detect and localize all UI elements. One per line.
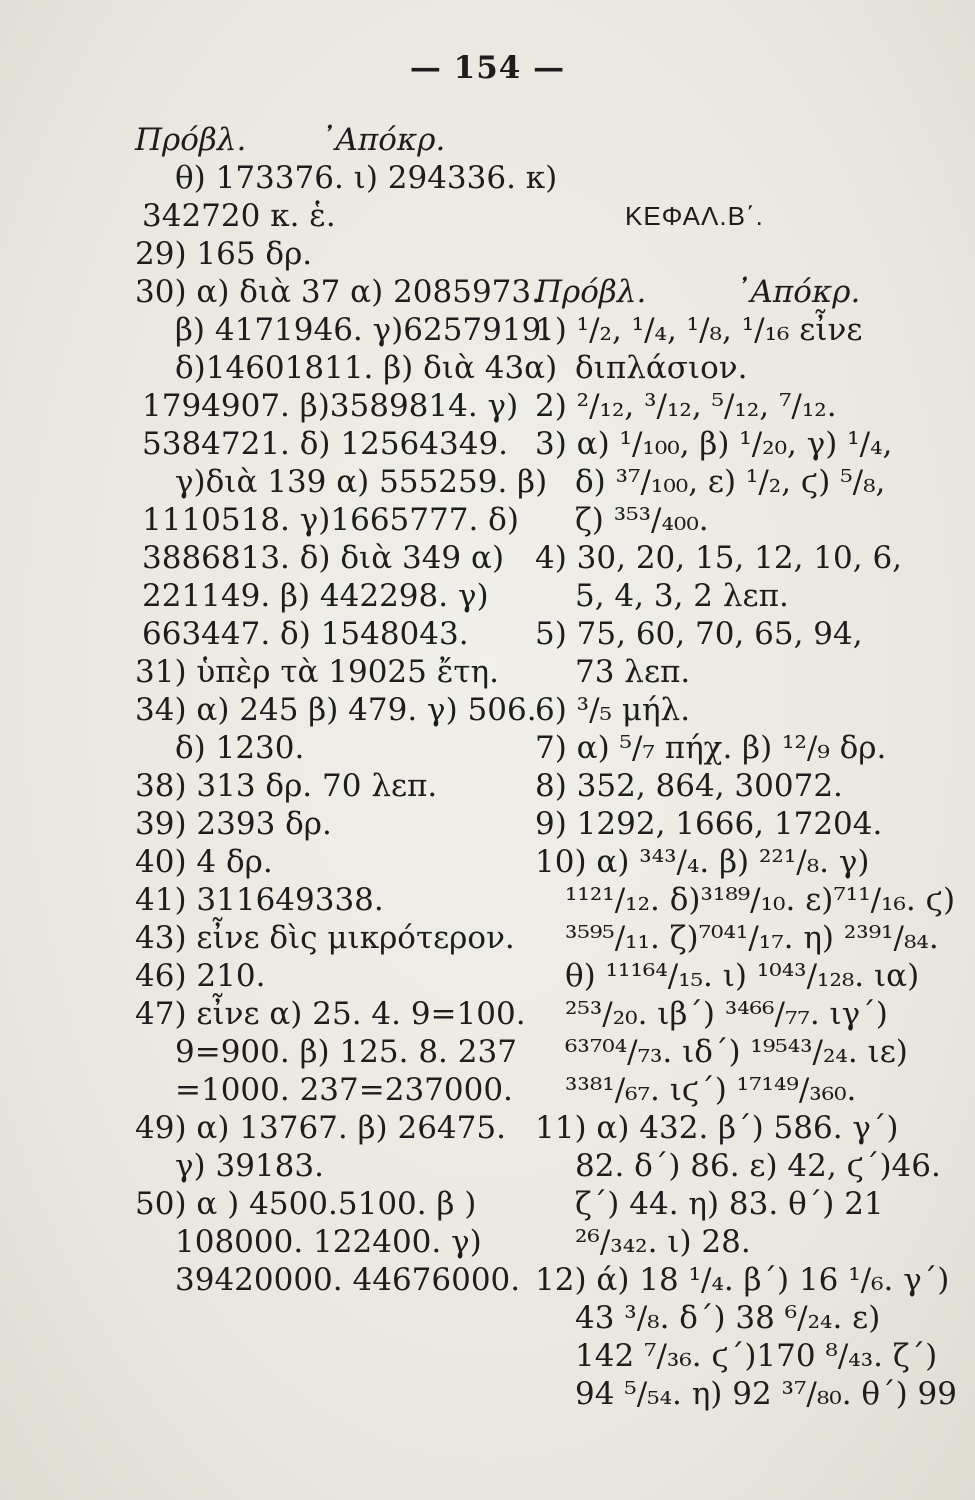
right-line: 142 ⁷/₃₆. ϛ΄)170 ⁸/₄₃. ζ΄) — [575, 1338, 938, 1374]
left-header-answer: ᾿Απόκρ. — [320, 122, 446, 158]
left-line: θ) 173376. ι) 294336. κ) — [175, 160, 558, 196]
right-line: 5, 4, 3, 2 λεπ. — [575, 578, 789, 614]
right-line: 82. δ΄) 86. ε) 42, ϛ΄)46. — [575, 1148, 941, 1184]
left-line: 49) α) 13767. β) 26475. — [135, 1110, 506, 1146]
left-line: 43) εἶνε δὶς μικρότερον. — [135, 920, 515, 956]
left-line: 38) 313 δρ. 70 λεπ. — [135, 768, 438, 804]
right-line: ⁶³⁷⁰⁴/₇₃. ιδ΄) ¹⁹⁵⁴³/₂₄. ιε) — [565, 1034, 908, 1070]
left-line: 39420000. 44676000. — [175, 1262, 521, 1298]
left-line: 5384721. δ) 12564349. — [142, 426, 509, 462]
left-line: γ) 39183. — [175, 1148, 324, 1184]
right-line: ²⁵³/₂₀. ιβ΄) ³⁴⁶⁶/₇₇. ιγ΄) — [565, 996, 888, 1032]
right-line: 3) α) ¹/₁₀₀, β) ¹/₂₀, γ) ¹/₄, — [535, 426, 893, 462]
right-line: ³³⁸¹/₆₇. ιϛ΄) ¹⁷¹⁴⁹/₃₆₀. — [565, 1072, 857, 1108]
right-header-answer: ᾿Απόκρ. — [735, 274, 861, 310]
right-line: ζ΄) 44. η) 83. θ΄) 21 — [575, 1186, 884, 1222]
right-line: διπλάσιον. — [575, 350, 748, 386]
right-line: ¹¹²¹/₁₂. δ)³¹⁸⁹/₁₀. ε)⁷¹¹/₁₆. ϛ) — [565, 882, 956, 918]
left-line: δ)14601811. β) διὰ 43α) — [175, 350, 558, 386]
right-line: 8) 352, 864, 30072. — [535, 768, 843, 804]
left-line: β) 4171946. γ)6257919. — [175, 312, 552, 348]
right-line: 7) α) ⁵/₇ πήχ. β) ¹²/₉ δρ. — [535, 730, 887, 766]
left-line: 41) 311649338. — [135, 882, 384, 918]
left-line: γ)διὰ 139 α) 555259. β) — [175, 464, 548, 500]
right-line: 5) 75, 60, 70, 65, 94, — [535, 616, 863, 652]
left-line: 1794907. β)3589814. γ) — [142, 388, 519, 424]
right-line: 43 ³/₈. δ΄) 38 ⁶/₂₄. ε) — [575, 1300, 881, 1336]
right-line: ²⁶/₃₄₂. ι) 28. — [575, 1224, 751, 1260]
left-line: 46) 210. — [135, 958, 266, 994]
left-line: 342720 κ. ἑ. — [142, 198, 336, 234]
page-number: — 154 — — [409, 50, 566, 86]
left-line: 9=900. β) 125. 8. 237 — [175, 1034, 517, 1070]
right-line: 12) ά) 18 ¹/₄. β΄) 16 ¹/₆. γ΄) — [535, 1262, 950, 1298]
right-line: 94 ⁵/₅₄. η) 92 ³⁷/₈₀. θ΄) 99 — [575, 1376, 957, 1412]
left-line: 29) 165 δρ. — [135, 236, 313, 272]
left-line: 40) 4 δρ. — [135, 844, 273, 880]
right-line: 4) 30, 20, 15, 12, 10, 6, — [535, 540, 903, 576]
left-line: 47) εἶνε α) 25. 4. 9=100. — [135, 996, 526, 1032]
left-line: =1000. 237=237000. — [175, 1072, 513, 1108]
left-header-problem: Πρόβλ. — [135, 122, 247, 158]
left-line: 31) ὑπὲρ τὰ 19025 ἔτη. — [135, 654, 499, 690]
right-line: ³⁵⁹⁵/₁₁. ζ)⁷⁰⁴¹/₁₇. η) ²³⁹¹/₈₄. — [565, 920, 939, 956]
right-line: 11) α) 432. β΄) 586. γ΄) — [535, 1110, 899, 1146]
left-line: 221149. β) 442298. γ) — [142, 578, 489, 614]
left-line: 108000. 122400. γ) — [175, 1224, 482, 1260]
left-line: 1110518. γ)1665777. δ) — [142, 502, 519, 538]
right-line: 73 λεπ. — [575, 654, 691, 690]
left-line: 34) α) 245 β) 479. γ) 506. — [135, 692, 537, 728]
right-line: δ) ³⁷/₁₀₀, ε) ¹/₂, ϛ) ⁵/₈, — [575, 464, 886, 500]
right-line: 2) ²/₁₂, ³/₁₂, ⁵/₁₂, ⁷/₁₂. — [535, 388, 837, 424]
left-line: 30) α) διὰ 37 α) 2085973. — [135, 274, 541, 310]
chapter-title: ΚΕΦΑΛ.Β΄. — [625, 201, 764, 231]
right-line: θ) ¹¹¹⁶⁴/₁₅. ι) ¹⁰⁴³/₁₂₈. ια) — [565, 958, 920, 994]
right-line: 1) ¹/₂, ¹/₄, ¹/₈, ¹/₁₆ εἶνε — [535, 312, 863, 348]
right-header-problem: Πρόβλ. — [535, 274, 647, 310]
right-line: 6) ³/₅ μήλ. — [535, 692, 691, 728]
left-line: 3886813. δ) διὰ 349 α) — [142, 540, 505, 576]
right-line: ζ) ³⁵³/₄₀₀. — [575, 502, 709, 538]
right-line: 9) 1292, 1666, 17204. — [535, 806, 883, 842]
right-line: 10) α) ³⁴³/₄. β) ²²¹/₈. γ) — [535, 844, 870, 880]
left-line: 39) 2393 δρ. — [135, 806, 332, 842]
left-line: 50) α ) 4500.5100. β ) — [135, 1186, 477, 1222]
left-line: 663447. δ) 1548043. — [142, 616, 469, 652]
left-line: δ) 1230. — [175, 730, 305, 766]
